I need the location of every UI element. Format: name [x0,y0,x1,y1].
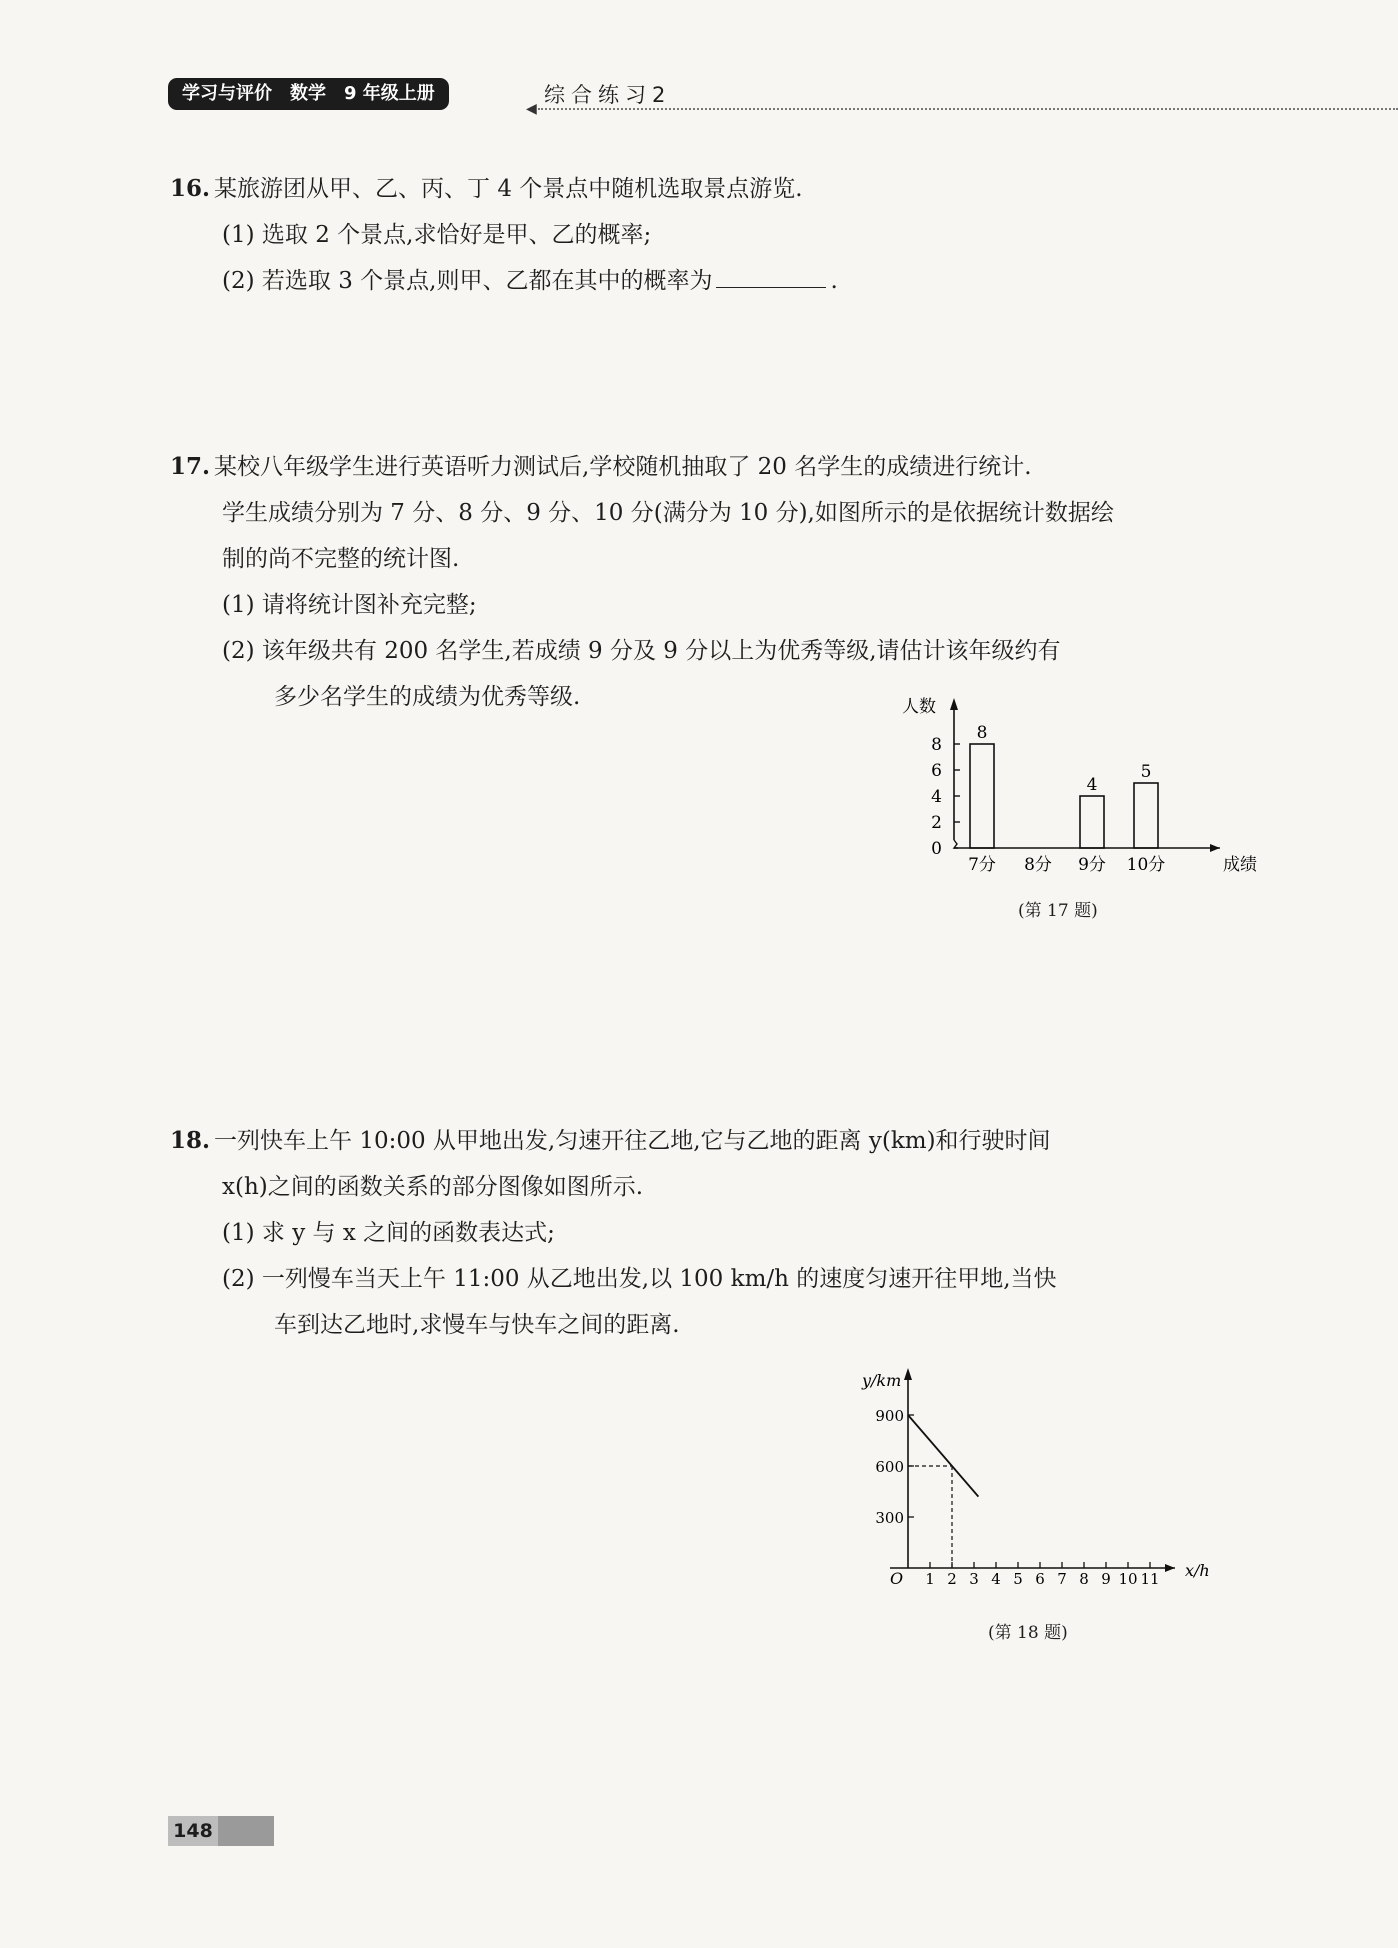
x-category-label: 10分 [1126,855,1166,875]
x-tick-label: 9 [1101,1570,1111,1588]
bar-chart-17 [870,688,1257,888]
part-2-cont: 多少名学生的成绩为优秀等级. [274,684,581,710]
bar-data-label: 5 [1140,762,1152,782]
part-2 [170,258,838,304]
x-category-label: 8分 [1024,855,1052,875]
x-category-label: 7分 [968,855,996,875]
part-1: (1) 选取 2 个景点,求恰好是甲、乙的概率; [222,222,652,248]
axis-break-mark [954,840,958,848]
x-tick-label: 8 [1079,1570,1089,1588]
page-number-bar [168,1816,274,1846]
book-subject: 数学 [290,83,326,104]
bar-data-label: 8 [976,723,988,743]
y-tick-label: 2 [931,813,942,833]
question-line-1: 某校八年级学生进行英语听力测试后,学校随机抽取了 20 名学生的成绩进行统计. [214,454,1032,480]
question-line-1: 一列快车上午 10:00 从甲地出发,匀速开往乙地,它与乙地的距离 y(km)和行驶时间 [214,1128,1051,1154]
y-tick-label: 0 [931,839,942,859]
book-volume: 9 年级上册 [344,83,435,104]
x-tick-label: 3 [969,1570,979,1588]
part-2-text: (2) 若选取 3 个景点,则甲、乙都在其中的概率为 [222,268,713,294]
part-2-cont: 车到达乙地时,求慢车与快车之间的距离. [274,1312,680,1338]
question-line-2: 学生成绩分别为 7 分、8 分、9 分、10 分(满分为 10 分),如图所示的是依据统计数据绘 [222,500,1114,526]
figure-caption-18: (第 18 题) [988,1623,1068,1643]
page-header [168,78,1230,117]
question-18 [170,1118,1057,1348]
x-tick-label: 10 [1118,1570,1138,1588]
book-series: 学习与评价 [182,83,272,104]
y-tick-label: 8 [931,735,942,755]
y-tick-label: 900 [875,1407,904,1425]
section-title: 综合练习2 [544,83,672,107]
y-tick-label: 6 [931,761,942,781]
x-tick-label: 6 [1035,1570,1045,1588]
x-category-label: 9分 [1078,855,1106,875]
part-1: (1) 请将统计图补充完整; [222,592,477,618]
y-axis-arrow [950,698,958,710]
bar [1134,783,1158,848]
x-tick-label: 5 [1013,1570,1023,1588]
part-2-end: . [830,268,838,294]
question-number: 16. [170,175,211,202]
series-line [908,1415,978,1497]
part-2: (2) 一列慢车当天上午 11:00 从乙地出发,以 100 km/h 的速度匀速开往甲地,当快 [222,1266,1057,1292]
bar [970,744,994,848]
bar-data-label: 4 [1086,775,1098,795]
y-axis-label: 人数 [902,697,936,717]
y-tick-label: 4 [931,787,942,807]
question-line-3: 制的尚不完整的统计图. [222,546,460,572]
x-tick-label: 1 [925,1570,935,1588]
y-axis-arrow [904,1368,912,1380]
x-tick-label: 2 [947,1570,957,1588]
x-axis-label: x/h [1185,1561,1210,1580]
page-number: 148 [168,1816,218,1846]
question-line-2: x(h)之间的函数关系的部分图像如图所示. [222,1174,644,1200]
y-axis-label: y/km [862,1371,902,1390]
chevron-left-icon: ◀ [526,101,537,117]
question-17 [170,444,1114,720]
question-number: 17. [170,453,211,480]
book-title-badge [168,78,449,110]
header-divider [538,108,1398,110]
y-tick-label: 600 [875,1458,904,1476]
x-tick-label: 4 [991,1570,1001,1588]
question-number: 18. [170,1127,211,1154]
x-axis-arrow [1165,1564,1175,1572]
x-axis-arrow [1210,844,1220,852]
question-stem: 某旅游团从甲、乙、丙、丁 4 个景点中随机选取景点游览. [214,176,803,202]
answer-blank[interactable] [716,265,826,288]
part-1: (1) 求 y 与 x 之间的函数表达式; [222,1220,555,1246]
bar [1080,796,1104,848]
question-16 [170,166,838,304]
x-tick-label: 11 [1140,1570,1160,1588]
origin-label: O [890,1569,904,1588]
part-2: (2) 该年级共有 200 名学生,若成绩 9 分及 9 分以上为优秀等级,请估计该年级约有 [222,638,1061,664]
x-tick-label: 7 [1057,1570,1067,1588]
x-axis-label: 成绩 [1223,855,1257,875]
y-tick-label: 300 [875,1509,904,1527]
figure-caption-17: (第 17 题) [1018,901,1098,921]
line-chart-18 [840,1362,1220,1600]
